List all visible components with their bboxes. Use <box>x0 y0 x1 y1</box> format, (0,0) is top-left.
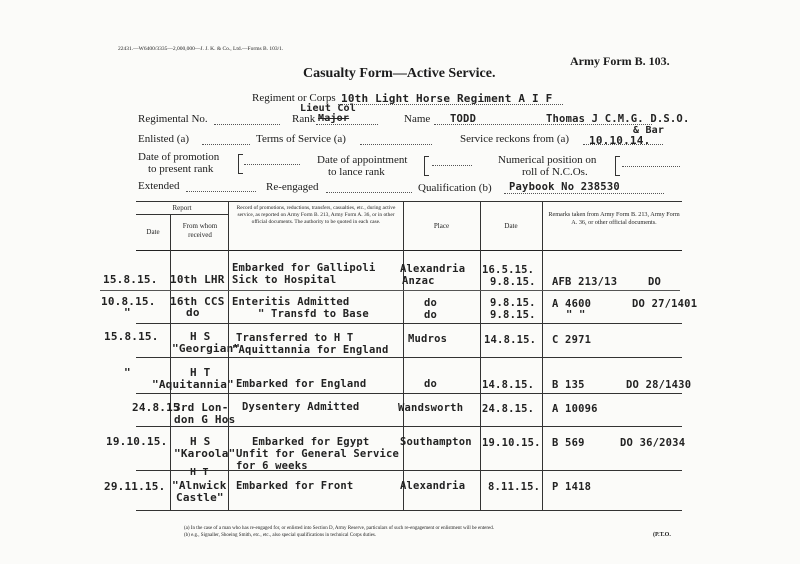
row-from: H T <box>190 467 209 478</box>
row-record: Enteritis Admitted <box>232 296 350 308</box>
row-from: H T <box>190 366 211 379</box>
row-remark: AFB 213/13 <box>552 276 618 288</box>
army-form-number: Army Form B. 103. <box>570 54 670 68</box>
appointment-label-1: Date of appointment <box>317 154 408 166</box>
row-from: do <box>186 306 200 319</box>
row-record: Dysentery Admitted <box>242 401 360 413</box>
print-reference: 22431.—W6400/3335—2,000,000—J. J. K. & Co., Ltd.—Forms B. 103/1. <box>118 46 284 52</box>
row-record: Transferred to H T <box>236 332 354 344</box>
row-remark: B 135 <box>552 379 585 391</box>
row-place: Wandsworth <box>398 402 464 414</box>
row-ref: DO 36/2034 <box>620 437 686 449</box>
name-label: Name <box>404 113 431 125</box>
row-place: do <box>424 309 438 321</box>
row-place: do <box>424 378 438 390</box>
row-date: 29.11.15. <box>104 480 166 493</box>
row-entry-date: 19.10.15. <box>482 437 541 449</box>
qualification-label: Qualification (b) <box>418 182 492 194</box>
row-remark: A 10096 <box>552 403 598 415</box>
appointment-label-2: to lance rank <box>328 166 385 178</box>
rank-correction: Lieut Col <box>300 103 356 114</box>
row-from: H S <box>190 435 211 448</box>
row-remark: " " <box>566 309 586 321</box>
row-date: " <box>124 306 131 319</box>
col-place-header: Place <box>433 222 450 230</box>
row-record: Sick to Hospital <box>232 274 337 286</box>
extended-label: Extended <box>138 180 180 192</box>
row-ref: DO <box>648 276 662 288</box>
row-record: " Transfd to Base <box>258 308 369 320</box>
surname-value: TODD <box>450 113 477 125</box>
row-entry-date: 9.8.15. <box>490 276 536 288</box>
given-names-value: Thomas J C.M.G. D.S.O. <box>546 113 690 125</box>
regimental-no-label: Regimental No. <box>138 113 208 125</box>
row-record: Embarked for Egypt <box>252 436 370 448</box>
row-remark: B 569 <box>552 437 585 449</box>
row-record: Unfit for General Service <box>236 448 400 460</box>
service-reckons-label: Service reckons from (a) <box>460 133 570 145</box>
rank-label: Rank <box>292 113 316 125</box>
row-place: Mudros <box>408 333 448 345</box>
footnote-b: (b) e.g., Signaller, Shoeing Smith, etc., etc., also special qualifications in technical Corps duties. <box>184 533 377 538</box>
row-entry-date: 9.8.15. <box>490 309 536 321</box>
regiment-value: 10th Light Horse Regiment A I F <box>341 92 553 105</box>
row-entry-date: 16.5.15. <box>482 264 535 276</box>
row-from: "Alnwick <box>172 479 227 492</box>
enlisted-label: Enlisted (a) <box>138 133 190 145</box>
row-date: 24.8.15. <box>132 401 187 414</box>
qualification-value: Paybook No 238530 <box>509 181 620 193</box>
reengaged-label: Re-engaged <box>266 181 319 193</box>
col-from-header: From whom received <box>182 222 218 239</box>
row-place: Alexandria <box>400 263 466 275</box>
pto-note: (P.T.O. <box>653 532 671 538</box>
col-date2-header: Date <box>504 222 518 230</box>
row-date: 15.8.15. <box>104 330 159 343</box>
terms-label: Terms of Service (a) <box>256 133 346 145</box>
numerical-label-1: Numerical position on <box>498 154 597 166</box>
col-record-header: Record of promotions, reductions, transfers, casualties, etc., during active service, as reported on Army Form B. 213, Army Form A. 36, or in other official documents. The authority to be quoted in each case. <box>236 205 396 225</box>
row-date: " <box>124 366 131 379</box>
row-record: Embarked for Front <box>236 480 354 492</box>
row-from: "Karoola" <box>174 447 236 460</box>
row-entry-date: 8.11.15. <box>488 481 541 493</box>
row-record: "Aquittannia for England <box>232 344 389 356</box>
promotion-label-1: Date of promotion <box>138 151 220 163</box>
report-header: Report <box>172 204 192 212</box>
row-ref: DO 28/1430 <box>626 379 692 391</box>
row-from: Castle" <box>176 491 224 504</box>
row-from: 10th LHR <box>170 273 225 286</box>
row-remark: C 2971 <box>552 334 592 346</box>
row-remark: A 4600 <box>552 298 592 310</box>
row-date: 10.8.15. <box>101 295 156 308</box>
row-from: "Aquitannia" <box>152 378 234 391</box>
row-from: 16th CCS <box>170 295 225 308</box>
promotion-label-2: to present rank <box>148 163 214 175</box>
form-title: Casualty Form—Active Service. <box>303 66 496 81</box>
row-record: Embarked for Gallipoli <box>232 262 376 274</box>
service-reckons-value: 10.10.14. <box>589 134 651 147</box>
row-record: for 6 weeks <box>236 460 308 472</box>
row-entry-date: 14.8.15. <box>482 379 535 391</box>
row-place: do <box>424 297 438 309</box>
row-place: Alexandria <box>400 480 466 492</box>
row-date: 15.8.15. <box>103 273 158 286</box>
bar-note: & Bar <box>633 125 665 136</box>
row-ref: DO 27/1401 <box>632 298 698 310</box>
col-remarks-header: Remarks taken from Army Form B. 213, Army Form A. 36, or other official documents. <box>548 211 680 226</box>
row-place: Southampton <box>400 436 472 448</box>
row-entry-date: 14.8.15. <box>484 334 537 346</box>
row-remark: P 1418 <box>552 481 592 493</box>
row-record: Embarked for England <box>236 378 367 390</box>
row-from: H S <box>190 330 211 343</box>
footnote-a: (a) In the case of a man who has re-engaged for, or enlisted into Section D, Army Reserve, particulars of such re-engagement or enlistment will be entered. <box>184 526 494 531</box>
row-date: 19.10.15. <box>106 435 168 448</box>
row-entry-date: 9.8.15. <box>490 297 536 309</box>
row-from: "Georgian" <box>172 342 241 355</box>
rank-value: Major <box>318 113 350 124</box>
row-place: Anzac <box>402 275 435 287</box>
row-from: don G Hos <box>174 413 236 426</box>
regiment-label: Regiment or Corps <box>252 92 336 104</box>
col-date-header: Date <box>146 228 160 236</box>
row-entry-date: 24.8.15. <box>482 403 535 415</box>
row-from: 3rd Lon- <box>174 401 229 414</box>
numerical-label-2: roll of N.C.Os. <box>522 166 588 178</box>
